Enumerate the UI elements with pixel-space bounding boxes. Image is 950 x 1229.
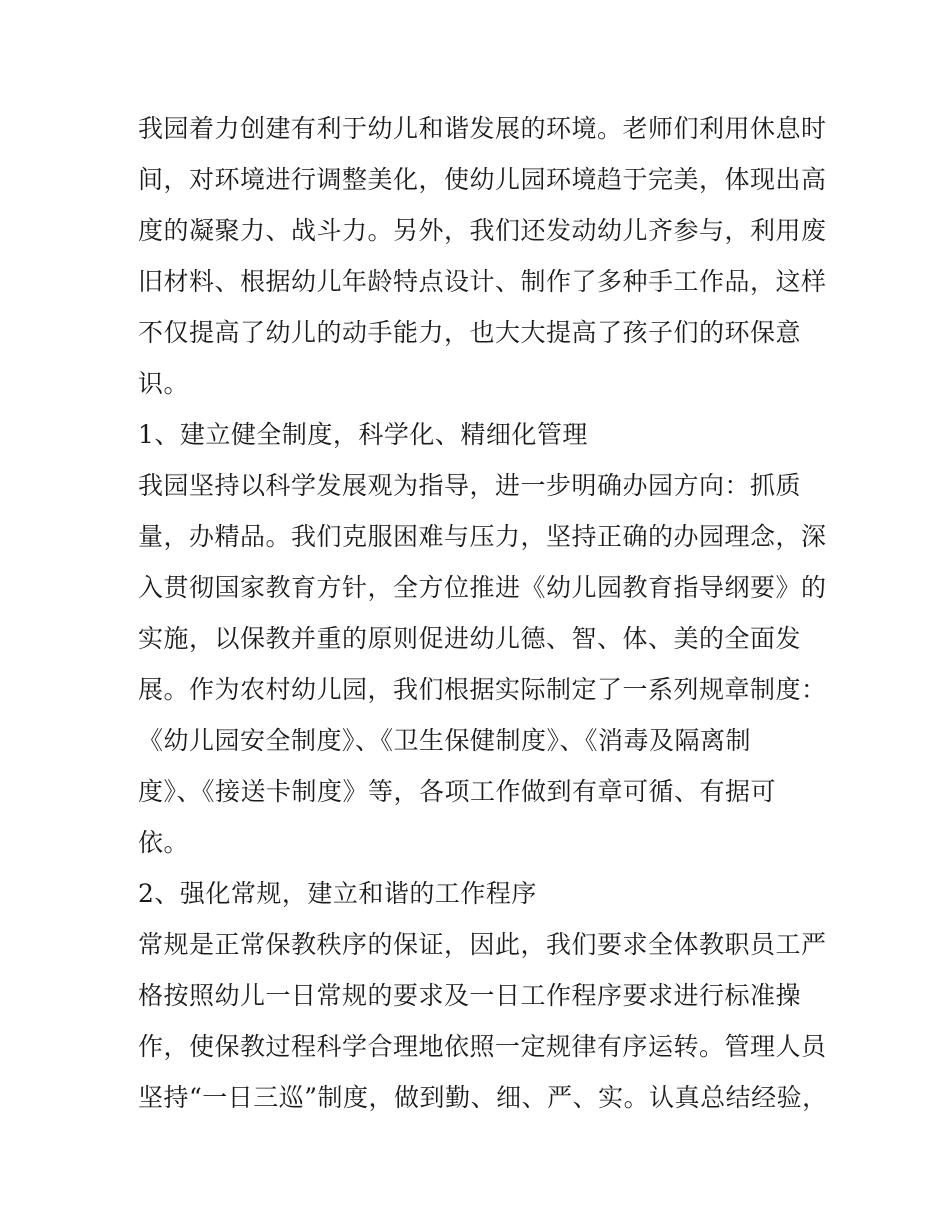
paragraph-line: 识。 xyxy=(138,369,190,398)
paragraph-line: 入贯彻国家教育方针，全方位推进《幼儿园教育指导纲要》的 xyxy=(138,573,827,602)
paragraph-line: 量，办精品。我们克服困难与压力，坚持正确的办园理念，深 xyxy=(138,522,827,551)
paragraph-line: 依。 xyxy=(138,828,190,857)
paragraph-line: 坚持“一日三巡”制度，做到勤、细、严、实。认真总结经验， xyxy=(138,1083,828,1112)
paragraph-line: 间，对环境进行调整美化，使幼儿园环境趋于完美，体现出高 xyxy=(138,165,827,194)
paragraph-line: 旧材料、根据幼儿年龄特点设计、制作了多种手工作品，这样 xyxy=(138,267,827,296)
paragraph-line: 我园坚持以科学发展观为指导，进一步明确办园方向：抓质 xyxy=(138,471,802,500)
paragraph-line: 格按照幼儿一日常规的要求及一日工作程序要求进行标准操 xyxy=(138,981,802,1010)
paragraph-line: 常规是正常保教秩序的保证，因此，我们要求全体教职员工严 xyxy=(138,930,827,959)
paragraph-line: 度》、《接送卡制度》等，各项工作做到有章可循、有据可 xyxy=(138,777,777,806)
document-body xyxy=(138,103,828,1123)
paragraph-line: 度的凝聚力、战斗力。另外，我们还发动幼儿齐参与，利用废 xyxy=(138,216,827,245)
section-heading-2: 2、强化常规，建立和谐的工作程序 xyxy=(138,879,537,908)
paragraph-line: 不仅提高了幼儿的动手能力，也大大提高了孩子们的环保意 xyxy=(138,318,802,347)
paragraph-line: 《幼儿园安全制度》、《卫生保健制度》、《消毒及隔离制 xyxy=(138,726,752,755)
paragraph-line: 作，使保教过程科学合理地依照一定规律有序运转。管理人员 xyxy=(138,1032,827,1061)
section-heading-1: 1、建立健全制度，科学化、精细化管理 xyxy=(138,420,588,449)
paragraph-line: 展。作为农村幼儿园，我们根据实际制定了一系列规章制度： xyxy=(138,675,827,704)
paragraph-line: 实施，以保教并重的原则促进幼儿德、智、体、美的全面发 xyxy=(138,624,802,653)
paragraph-line: 我园着力创建有利于幼儿和谐发展的环境。老师们利用休息时 xyxy=(138,114,827,143)
